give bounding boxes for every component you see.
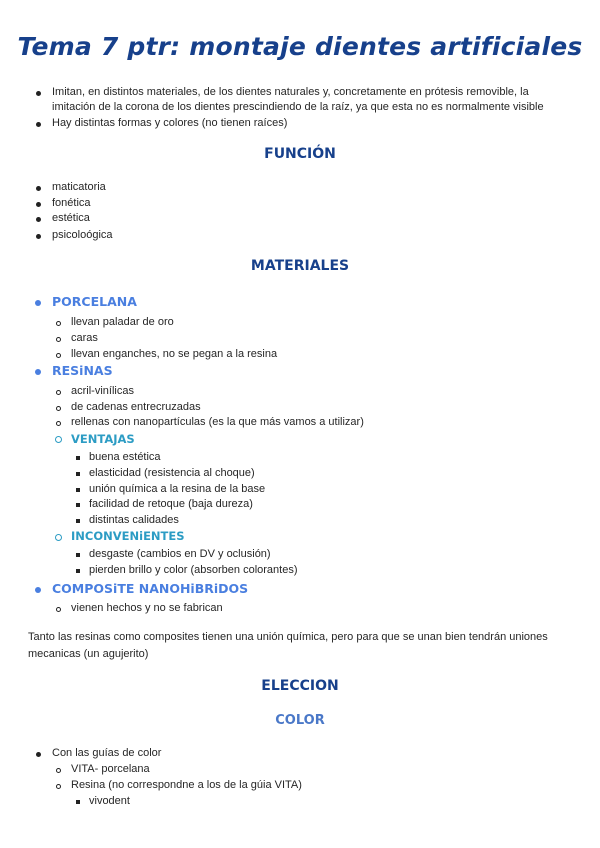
eleccion-sub-item: Resina (no correspondne a los de la gúia VITA) <box>71 779 302 791</box>
ventajas-label: VENTAJAS <box>71 432 135 446</box>
composite-item: vienen hechos y no se fabrican <box>71 602 223 614</box>
ventajas-item: distintas calidades <box>89 514 179 526</box>
bullet-teal-circle <box>55 436 62 443</box>
bullet-blue <box>35 587 41 593</box>
bullet-square <box>76 569 80 573</box>
bullet-circle <box>56 337 61 342</box>
bullet-disc <box>36 91 41 96</box>
resinas-item: acril-vinílicas <box>71 385 134 397</box>
bullet-blue <box>35 369 41 375</box>
eleccion-heading: ELECCION <box>261 678 339 694</box>
bullet-disc <box>36 217 41 222</box>
inconvenientes-item: desgaste (cambios en DV y oclusión) <box>89 548 271 560</box>
bullet-circle <box>56 321 61 326</box>
bullet-teal-circle <box>55 534 62 541</box>
bullet-circle <box>56 353 61 358</box>
ventajas-item: unión química a la resina de la base <box>89 483 266 495</box>
eleccion-sub-sub-item: vivodent <box>89 795 130 807</box>
bullet-square <box>76 519 80 523</box>
paragraph-line-2: mecanicas (un agujerito) <box>28 648 149 660</box>
ventajas-item: buena estética <box>89 451 161 463</box>
bullet-square <box>76 488 80 492</box>
porcelana-label: PORCELANA <box>52 294 137 309</box>
bullet-disc <box>36 186 41 191</box>
color-heading: COLOR <box>275 713 325 728</box>
funcion-item: estética <box>52 212 90 224</box>
bullet-square <box>76 800 80 804</box>
bullet-circle <box>56 406 61 411</box>
bullet-circle <box>56 607 61 612</box>
funcion-item: fonética <box>52 197 91 209</box>
inconvenientes-item: pierden brillo y color (absorben colorantes) <box>89 564 298 576</box>
bullet-square <box>76 553 80 557</box>
bullet-circle <box>56 421 61 426</box>
ventajas-item: elasticidad (resistencia al choque) <box>89 467 255 479</box>
inconvenientes-label: INCONVENiENTES <box>71 529 185 543</box>
eleccion-item: Con las guías de color <box>52 747 162 759</box>
resinas-item: rellenas con nanopartículas (es la que más vamos a utilizar) <box>71 416 364 428</box>
bullet-disc <box>36 122 41 127</box>
materiales-heading: MATERIALES <box>250 258 350 274</box>
page-title: Tema 7 ptr: montaje dientes artificiales <box>17 32 583 61</box>
porcelana-item: llevan enganches, no se pegan a la resina <box>71 348 278 360</box>
bullet-blue <box>35 300 41 306</box>
porcelana-item: caras <box>71 332 98 344</box>
ventajas-item: facilidad de retoque (baja dureza) <box>89 498 253 510</box>
bullet-square <box>76 503 80 507</box>
funcion-heading: FUNCIÓN <box>264 146 336 162</box>
paragraph-line-1: Tanto las resinas como composites tienen una unión química, pero para que se unan bien tendrán uniones <box>28 631 548 643</box>
bullet-circle <box>56 768 61 773</box>
resinas-item: de cadenas entrecruzadas <box>71 401 201 413</box>
intro-bullet-2: Hay distintas formas y colores (no tienen raíces) <box>52 117 288 129</box>
porcelana-item: llevan paladar de oro <box>71 316 174 328</box>
bullet-square <box>76 456 80 460</box>
bullet-circle <box>56 390 61 395</box>
bullet-disc <box>36 234 41 239</box>
intro-bullet-1-line-2: imitación de la corona de los dientes prescindiendo de la raíz, ya que esta no es normalmente visible <box>52 101 544 113</box>
bullet-square <box>76 472 80 476</box>
resinas-label: RESiNAS <box>52 363 113 378</box>
eleccion-sub-item: VITA- porcelana <box>71 763 150 775</box>
bullet-circle <box>56 784 61 789</box>
intro-bullet-1-line-1: Imitan, en distintos materiales, de los dientes naturales y, concretamente en prótesis removible, la <box>52 86 529 98</box>
bullet-disc <box>36 202 41 207</box>
bullet-disc <box>36 752 41 757</box>
funcion-item: psicoloógica <box>52 229 113 241</box>
composite-label: COMPOSiTE NANOHiBRiDOS <box>52 581 249 596</box>
funcion-item: maticatoria <box>52 181 106 193</box>
